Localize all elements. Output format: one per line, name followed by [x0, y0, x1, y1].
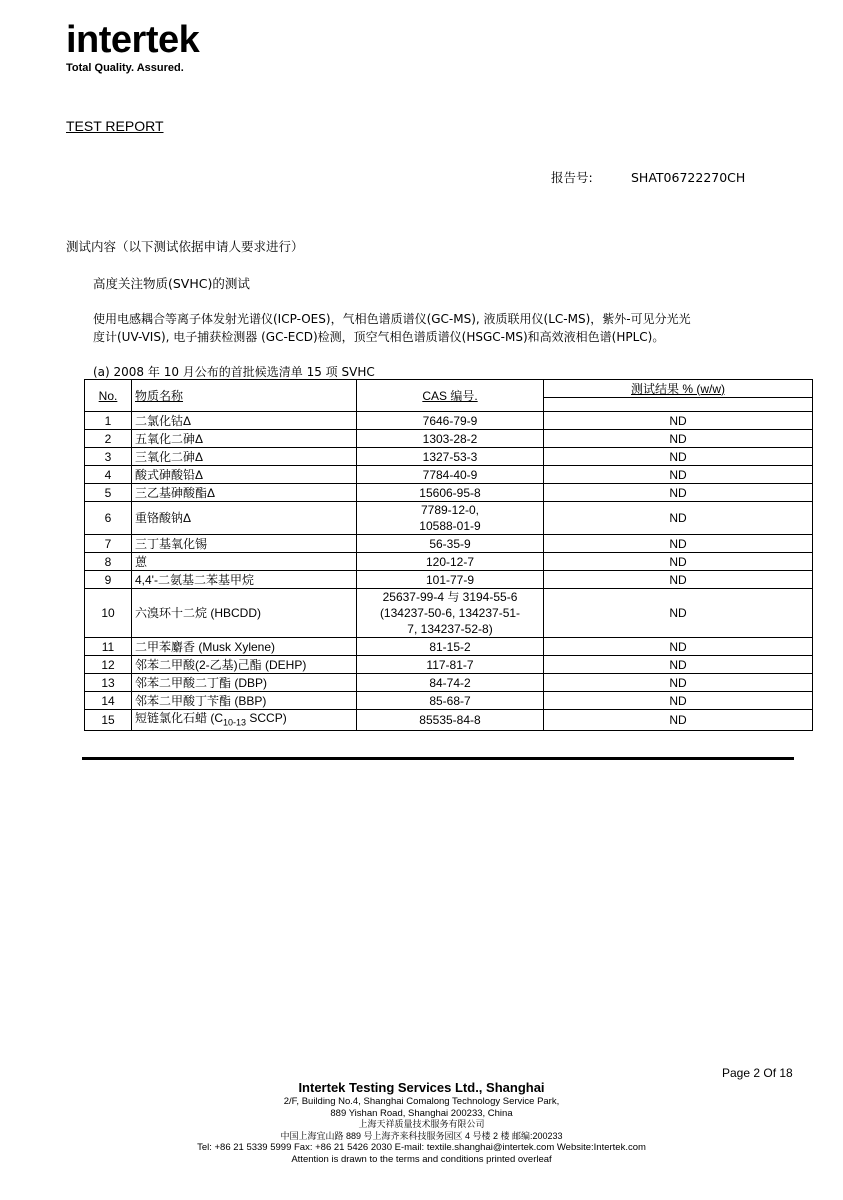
footer-company: Intertek Testing Services Ltd., Shanghai: [298, 1080, 545, 1095]
test-result: ND: [544, 692, 813, 710]
intertek-logo: [66, 20, 199, 75]
table-row: [85, 638, 813, 656]
page-footer: [0, 1080, 843, 1165]
footer-notice: Attention is drawn to the terms and conditions printed overleaf: [291, 1153, 552, 1165]
row-number: 1: [85, 412, 132, 430]
cas-number: 117-81-7: [357, 656, 544, 674]
row-number: 8: [85, 553, 132, 571]
report-number: [551, 168, 745, 186]
footer-contact: Tel: +86 21 5339 5999 Fax: +86 21 5426 2030 E-mail: textile.shanghai@intertek.com Website:Intertek.com: [197, 1142, 646, 1153]
table-row: [85, 412, 813, 430]
row-number: 2: [85, 430, 132, 448]
table-row: [85, 692, 813, 710]
cas-number-line: 7, 134237-52-8): [407, 622, 493, 636]
row-number: 10: [85, 589, 132, 638]
row-number: 11: [85, 638, 132, 656]
row-number: 5: [85, 484, 132, 502]
substance-name-part: 短链氯化石蜡 (C: [135, 711, 223, 725]
row-number: 6: [85, 502, 132, 535]
row-number: 9: [85, 571, 132, 589]
test-result: ND: [544, 412, 813, 430]
cas-number: [357, 589, 544, 638]
substance-name: 二氯化钴Δ: [132, 412, 357, 430]
substance-name-subscript: 10-13: [223, 717, 247, 728]
cas-number-line: 10588-01-9: [419, 519, 481, 533]
test-result: ND: [544, 535, 813, 553]
header-cas-number: CAS 编号.: [357, 380, 544, 412]
test-result: ND: [544, 553, 813, 571]
subsection-title: 高度关注物质(SVHC)的测试: [93, 276, 250, 291]
header-result-subcell: [544, 398, 813, 412]
substance-name: 邻苯二甲酸丁苄酯 (BBP): [132, 692, 357, 710]
cas-number: 7646-79-9: [357, 412, 544, 430]
cas-number-line: (134237-50-6, 134237-51-: [379, 606, 521, 620]
table-row: [85, 448, 813, 466]
method-description: [93, 310, 793, 346]
cas-number: 85535-84-8: [357, 710, 544, 731]
header-no: No.: [85, 380, 132, 412]
cas-number: 81-15-2: [357, 638, 544, 656]
report-title: TEST REPORT: [66, 118, 164, 134]
table-row: [85, 656, 813, 674]
row-number: 13: [85, 674, 132, 692]
substance-name: 三丁基氧化锡: [132, 535, 357, 553]
table-caption: (a) 2008 年 10 月公布的首批候选清单 15 项 SVHC: [93, 365, 375, 379]
table-body: [85, 412, 813, 731]
substance-name: 六溴环十二烷 (HBCDD): [132, 589, 357, 638]
cas-number: 1327-53-3: [357, 448, 544, 466]
svhc-results-table: [84, 379, 813, 731]
test-result: ND: [544, 502, 813, 535]
test-result: ND: [544, 589, 813, 638]
substance-name: 蒽: [132, 553, 357, 571]
cas-number: [357, 502, 544, 535]
test-result: ND: [544, 466, 813, 484]
cas-number: 15606-95-8: [357, 484, 544, 502]
test-result: ND: [544, 710, 813, 731]
cas-number: 101-77-9: [357, 571, 544, 589]
table-row: [85, 535, 813, 553]
row-number: 14: [85, 692, 132, 710]
test-result: ND: [544, 674, 813, 692]
table-row: [85, 553, 813, 571]
substance-name: 邻苯二甲酸二丁酯 (DBP): [132, 674, 357, 692]
cas-number: 85-68-7: [357, 692, 544, 710]
row-number: 4: [85, 466, 132, 484]
cas-number-line: 25637-99-4 与 3194-55-6: [382, 590, 518, 604]
footer-cn-address: 中国上海宜山路 889 号上海齐来科技服务园区 4 号楼 2 楼 邮编:200233: [280, 1130, 563, 1141]
cas-number: 84-74-2: [357, 674, 544, 692]
test-result: ND: [544, 571, 813, 589]
substance-name: 4,4'-二氨基二苯基甲烷: [132, 571, 357, 589]
table-row: [85, 502, 813, 535]
logo-wordmark: intertek: [66, 19, 200, 61]
cas-number: 56-35-9: [357, 535, 544, 553]
row-number: 3: [85, 448, 132, 466]
method-line: 度计(UV-VIS), 电子捕获检测器 (GC-ECD)检测，顶空气相色谱质谱仪(HSGC-MS)和高效液相色谱(HPLC)。: [93, 330, 665, 344]
test-result: ND: [544, 656, 813, 674]
row-number: 7: [85, 535, 132, 553]
test-result: ND: [544, 430, 813, 448]
cas-number: 1303-28-2: [357, 430, 544, 448]
substance-name: 三乙基砷酸酯Δ: [132, 484, 357, 502]
table-row: [85, 484, 813, 502]
table-header-row: [85, 380, 813, 398]
report-number-value: SHAT06722270CH: [631, 170, 746, 185]
substance-name: [132, 710, 357, 731]
substance-name: 重铬酸钠Δ: [132, 502, 357, 535]
footer-cn-company: 上海天祥质量技术服务有限公司: [358, 1119, 485, 1129]
table-row: [85, 430, 813, 448]
substance-name-part: SCCP): [246, 711, 287, 725]
substance-name: 三氧化二砷Δ: [132, 448, 357, 466]
page-number: Page 2 Of 18: [722, 1066, 793, 1080]
footer-address-line2: 889 Yishan Road, Shanghai 200233, China: [330, 1107, 513, 1119]
cas-number: 7784-40-9: [357, 466, 544, 484]
header-substance-name: 物质名称: [132, 380, 357, 412]
test-result: ND: [544, 484, 813, 502]
row-number: 15: [85, 710, 132, 731]
cas-number: 120-12-7: [357, 553, 544, 571]
footer-address-line1: 2/F, Building No.4, Shanghai Comalong Technology Service Park,: [283, 1096, 560, 1107]
substance-name: 邻苯二甲酸(2-乙基)己酯 (DEHP): [132, 656, 357, 674]
substance-name: 五氧化二砷Δ: [132, 430, 357, 448]
table-row: [85, 466, 813, 484]
header-test-result: 测试结果 % (w/w): [544, 380, 813, 398]
table-row: [85, 589, 813, 638]
table-row: [85, 710, 813, 731]
table-bottom-rule: [82, 757, 794, 760]
report-number-label: 报告号:: [551, 170, 593, 185]
substance-name: 酸式砷酸铅Δ: [132, 466, 357, 484]
section-title: 测试内容（以下测试依据申请人要求进行）: [66, 239, 304, 254]
substance-name: 二甲苯麝香 (Musk Xylene): [132, 638, 357, 656]
method-line: 使用电感耦合等离子体发射光谱仪(ICP-OES)，气相色谱质谱仪(GC-MS), 液质联用仪(LC-MS)，紫外-可见分光光: [93, 312, 691, 326]
table-row: [85, 571, 813, 589]
cas-number-line: 7789-12-0,: [420, 503, 480, 517]
test-result: ND: [544, 638, 813, 656]
test-result: ND: [544, 448, 813, 466]
row-number: 12: [85, 656, 132, 674]
logo-tagline: Total Quality. Assured.: [66, 62, 184, 74]
table-row: [85, 674, 813, 692]
